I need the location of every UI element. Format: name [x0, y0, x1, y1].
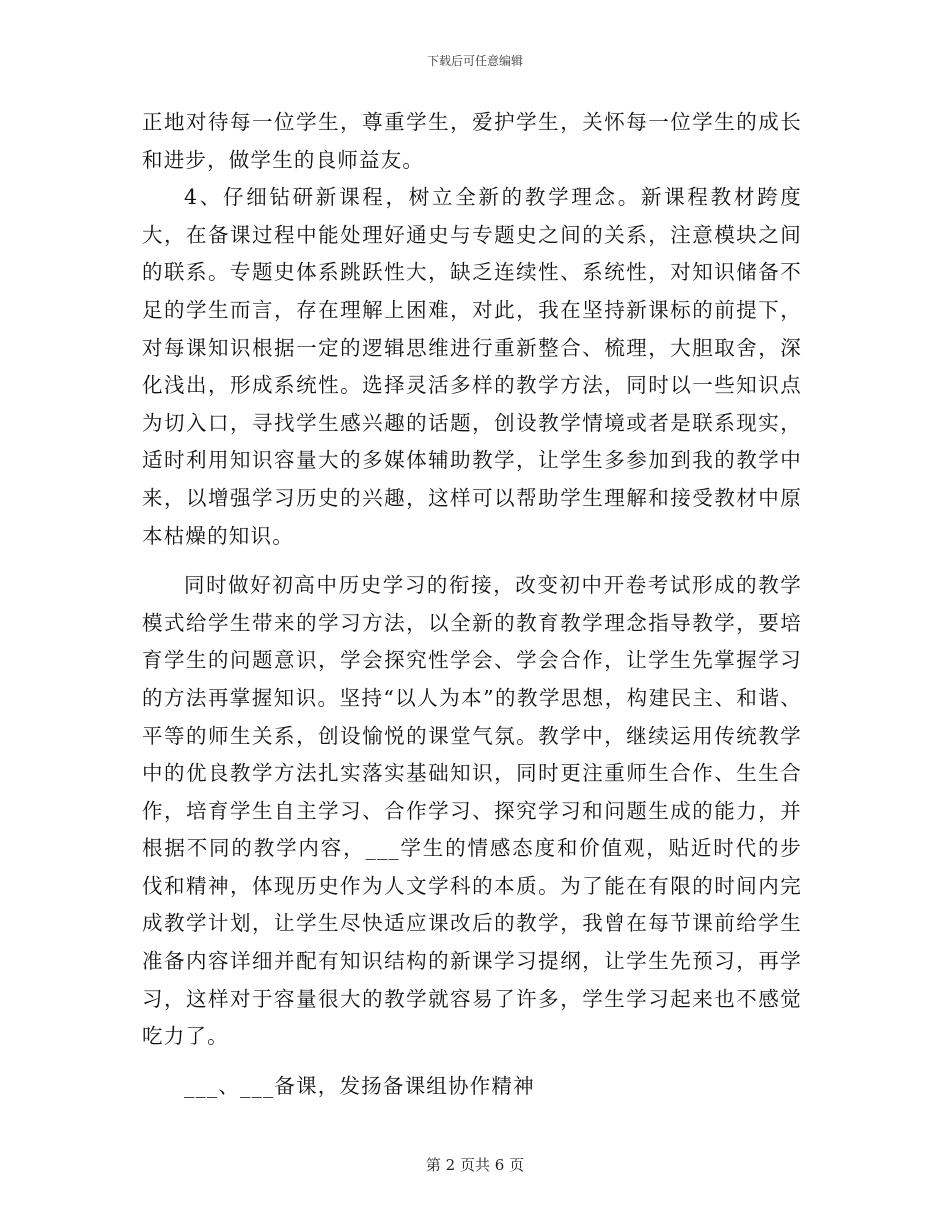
section-heading: ___、___备课，发扬备课组协作精神	[184, 1073, 535, 1098]
page-header: 下载后可任意编辑	[426, 54, 523, 68]
paragraph-transition: 同时做好初高中历史学习的衔接，改变初中开卷考试形成的教学模式给学生带来的学习方法，以全新的教育教学理念指导教学，要培育学生的问题意识，学会探究性学会、学会合作，让学生先掌握学习的方法再掌握知识。坚持“以人为本”的教学思想，构建民主、和谐、平等的师生关系，创设愉悦的课堂气氛。教学中，继续运用传统教学中的优良教学方法扎实落实基础知识，同时更注重师生合作、生生合作，培育学生自主学习、合作学习、探究学习和问题生成的能力，并根据不同的教学内容，___学生的情感态度和价值观，贴近时代的步伐和精神，体现历史作为人文学科的本质。为了能在有限的时间内完成教学计划，让学生尽快适应课改后的教学，我曾在每节课前给学生准备内容详细并配有知识结构的新课学习提纲，让学生先预习，再学习，这样对于容量很大的教学就容易了许多，学生学习起来也不感觉吃力了。	[142, 573, 802, 1049]
page-number: 第 2 页共 6 页	[425, 1156, 525, 1174]
paragraph-item-4: 4、仔细钻研新课程，树立全新的教学理念。新课程教材跨度大，在备课过程中能处理好通史与专题史之间的关系，注意模块之间的联系。专题史体系跳跃性大，缺乏连续性、系统性，对知识储备不足的学生而言，存在理解上困难，对此，我在坚持新课标的前提下，对每课知识根据一定的逻辑思维进行重新整合、梳理，大胆取舍，深化浅出，形成系统性。选择灵活多样的教学方法，同时以一些知识点为切入口，寻找学生感兴趣的话题，创设教学情境或者是联系现实，适时利用知识容量大的多媒体辅助教学，让学生多参加到我的教学中来，以增强学习历史的兴趣，这样可以帮助学生理解和接受教材中原本枯燥的知识。	[142, 185, 802, 548]
document-body	[142, 104, 802, 1105]
paragraph-continuation: 正地对待每一位学生，尊重学生，爱护学生，关怀每一位学生的成长和进步，做学生的良师益友。	[142, 110, 802, 172]
